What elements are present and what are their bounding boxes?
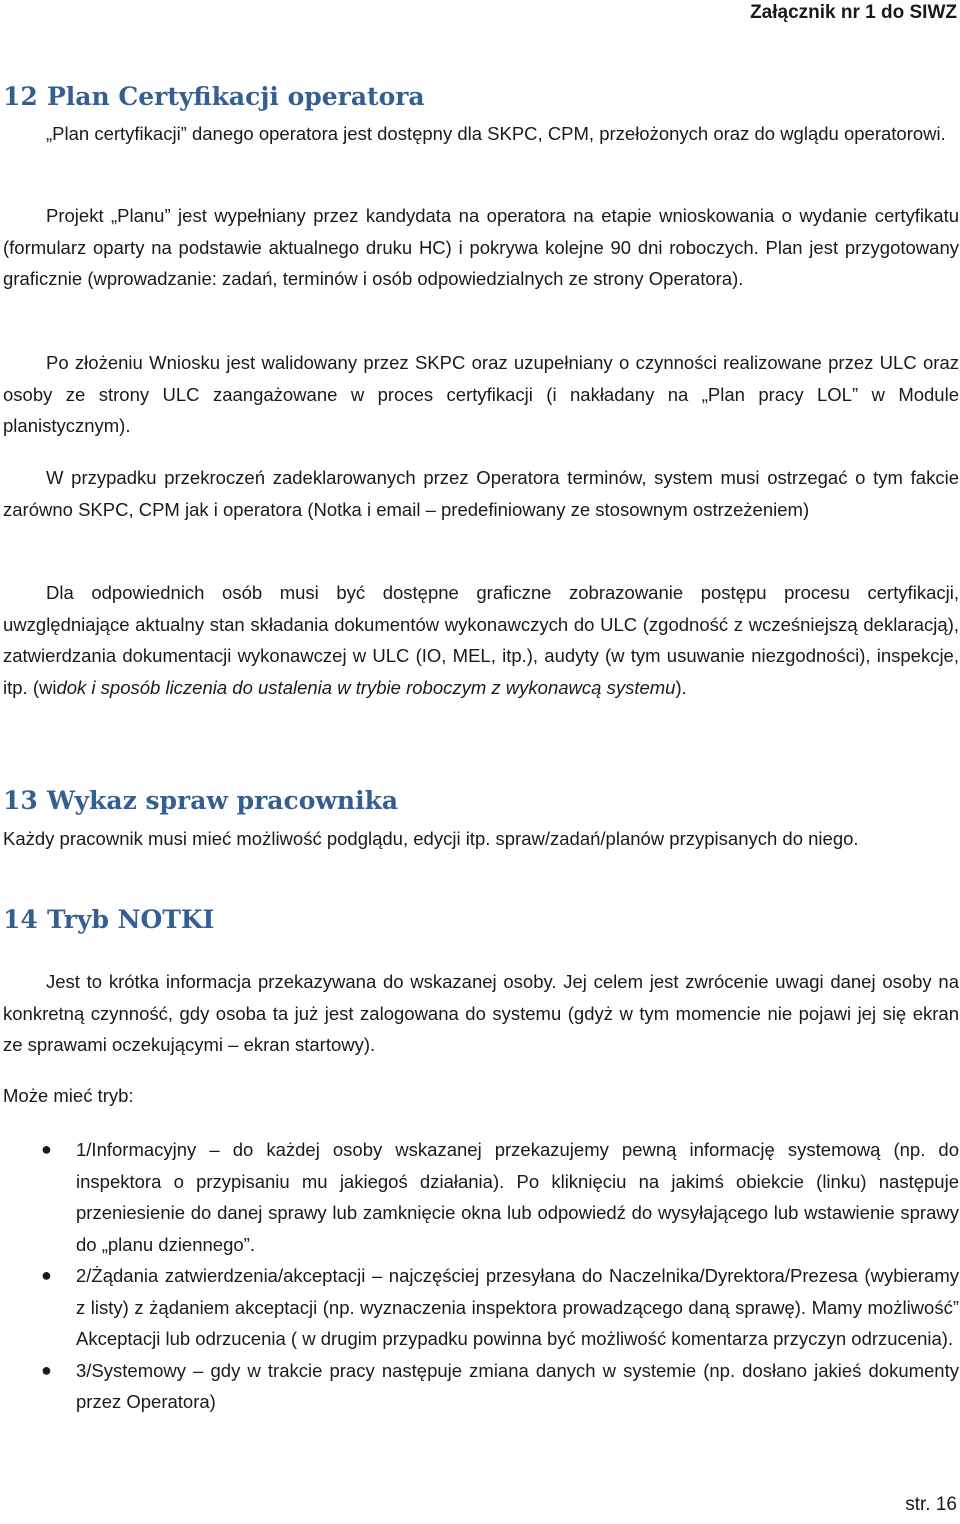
mode-list — [3, 1134, 959, 1418]
section-13-paragraph-1: Każdy pracownik musi mieć możliwość podglądu, edycji itp. spraw/zadań/planów przypisanych do niego. — [3, 828, 859, 849]
section-12-paragraph-1: „Plan certyfikacji” danego operatora jest dostępny dla SKPC, CPM, przełożonych oraz do wglądu operatorowi. — [46, 123, 946, 144]
section-14-paragraph-1: Jest to krótka informacja przekazywana do wskazanej osoby. Jej celem jest zwrócenie uwagi danej osoby na konkretną czynność, gdy osoba ta już jest zalogowana do systemu (gdyż w tym momencie nie pojawi jej się ekran ze sprawami oczekującymi – ekran startowy). — [3, 971, 959, 1055]
section-12-number: 12 — [3, 82, 38, 111]
list-item-text: 1/Informacyjny – do każdej osoby wskazanej przekazujemy pewną informację systemową (np. do inspektora o przypisaniu mu jakiegoś działania). Po kliknięciu na jakimś obiekcie (linku) następuje przeniesienie do danej sprawy lub zamknięcie okna lub odpowiedź do wysyłającego lub wstawienie sprawy do „planu dziennego”. — [76, 1139, 959, 1255]
section-14-heading — [3, 905, 214, 934]
section-12-heading — [3, 82, 425, 111]
page-number: str. 16 — [905, 1494, 957, 1515]
list-item-text: 3/Systemowy – gdy w trakcie pracy następuje zmiana danych w systemie (np. dosłano jakieś dokumenty przez Operatora) — [76, 1359, 959, 1412]
bullet-icon: ● — [41, 1139, 52, 1159]
list-item-text: 2/Żądania zatwierdzenia/akceptacji – najczęściej przesyłana do Naczelnika/Dyrektora/Prezesa (wybieramy z listy) z żądaniem akceptacji (np. wyznaczenia inspektora prowadzącego daną sprawę). Mamy możliwość” Akceptacji lub odrzucenia ( w drugim przypadku powinna być możliwość komentarza przyczyn odrzucenia). — [76, 1265, 959, 1349]
list-item — [3, 1260, 959, 1355]
section-13-title: Wykaz spraw pracownika — [47, 786, 399, 815]
section-12-paragraph-3: Po złożeniu Wniosku jest walidowany przez SKPC oraz uzupełniany o czynności realizowane przez ULC oraz osoby ze strony ULC zaangażowane w proces certyfikacji (i nakładany na „Plan pracy LOL” w Module planistycznym). — [3, 352, 959, 436]
list-item — [3, 1355, 959, 1418]
section-14-number: 14 — [3, 905, 38, 934]
list-item — [3, 1134, 959, 1260]
page-header: Załącznik nr 1 do SIWZ — [750, 2, 957, 23]
bullet-icon: ● — [41, 1265, 52, 1285]
section-12-paragraph-2: Projekt „Planu” jest wypełniany przez kandydata na operatora na etapie wnioskowania o wydanie certyfikatu (formularz oparty na podstawie aktualnego druku HC) i pokrywa kolejne 90 dni roboczych. Plan jest przygotowany graficznie (wprowadzanie: zadań, terminów i osób odpowiedzialnych ze strony Operatora). — [3, 205, 959, 289]
section-14-paragraph-2: Może mieć tryb: — [3, 1085, 134, 1106]
section-13-heading — [3, 786, 398, 815]
section-12-paragraph-5-end: ). — [675, 676, 687, 698]
section-13-number: 13 — [3, 786, 38, 815]
section-12-paragraph-5-italic: dok i sposób liczenia do ustalenia w trybie roboczym z wykonawcą systemu — [56, 676, 676, 698]
section-12-paragraph-5 — [3, 577, 959, 703]
section-12-paragraph-5-main: Dla odpowiednich osób musi być dostępne graficzne zobrazowanie postępu procesu certyfikacji, uwzględniające aktualny stan składania dokumentów wykonawczych do ULC (zgodność z wcześniejszą deklaracją), zatwierdzania dokumentacji wykonawczej w ULC (IO, MEL, itp.), audyty (w tym usuwanie niezgodności), inspekcje, itp. (wi — [3, 582, 959, 698]
section-12-paragraph-4: W przypadku przekroczeń zadeklarowanych przez Operatora terminów, system musi ostrzegać o tym fakcie zarówno SKPC, CPM jak i operatora (Notka i email – predefiniowany ze stosownym ostrzeżeniem) — [3, 467, 959, 520]
bullet-icon: ● — [41, 1359, 52, 1380]
section-14-title: Tryb NOTKI — [47, 905, 215, 934]
section-12-title: Plan Certyfikacji operatora — [47, 82, 425, 111]
